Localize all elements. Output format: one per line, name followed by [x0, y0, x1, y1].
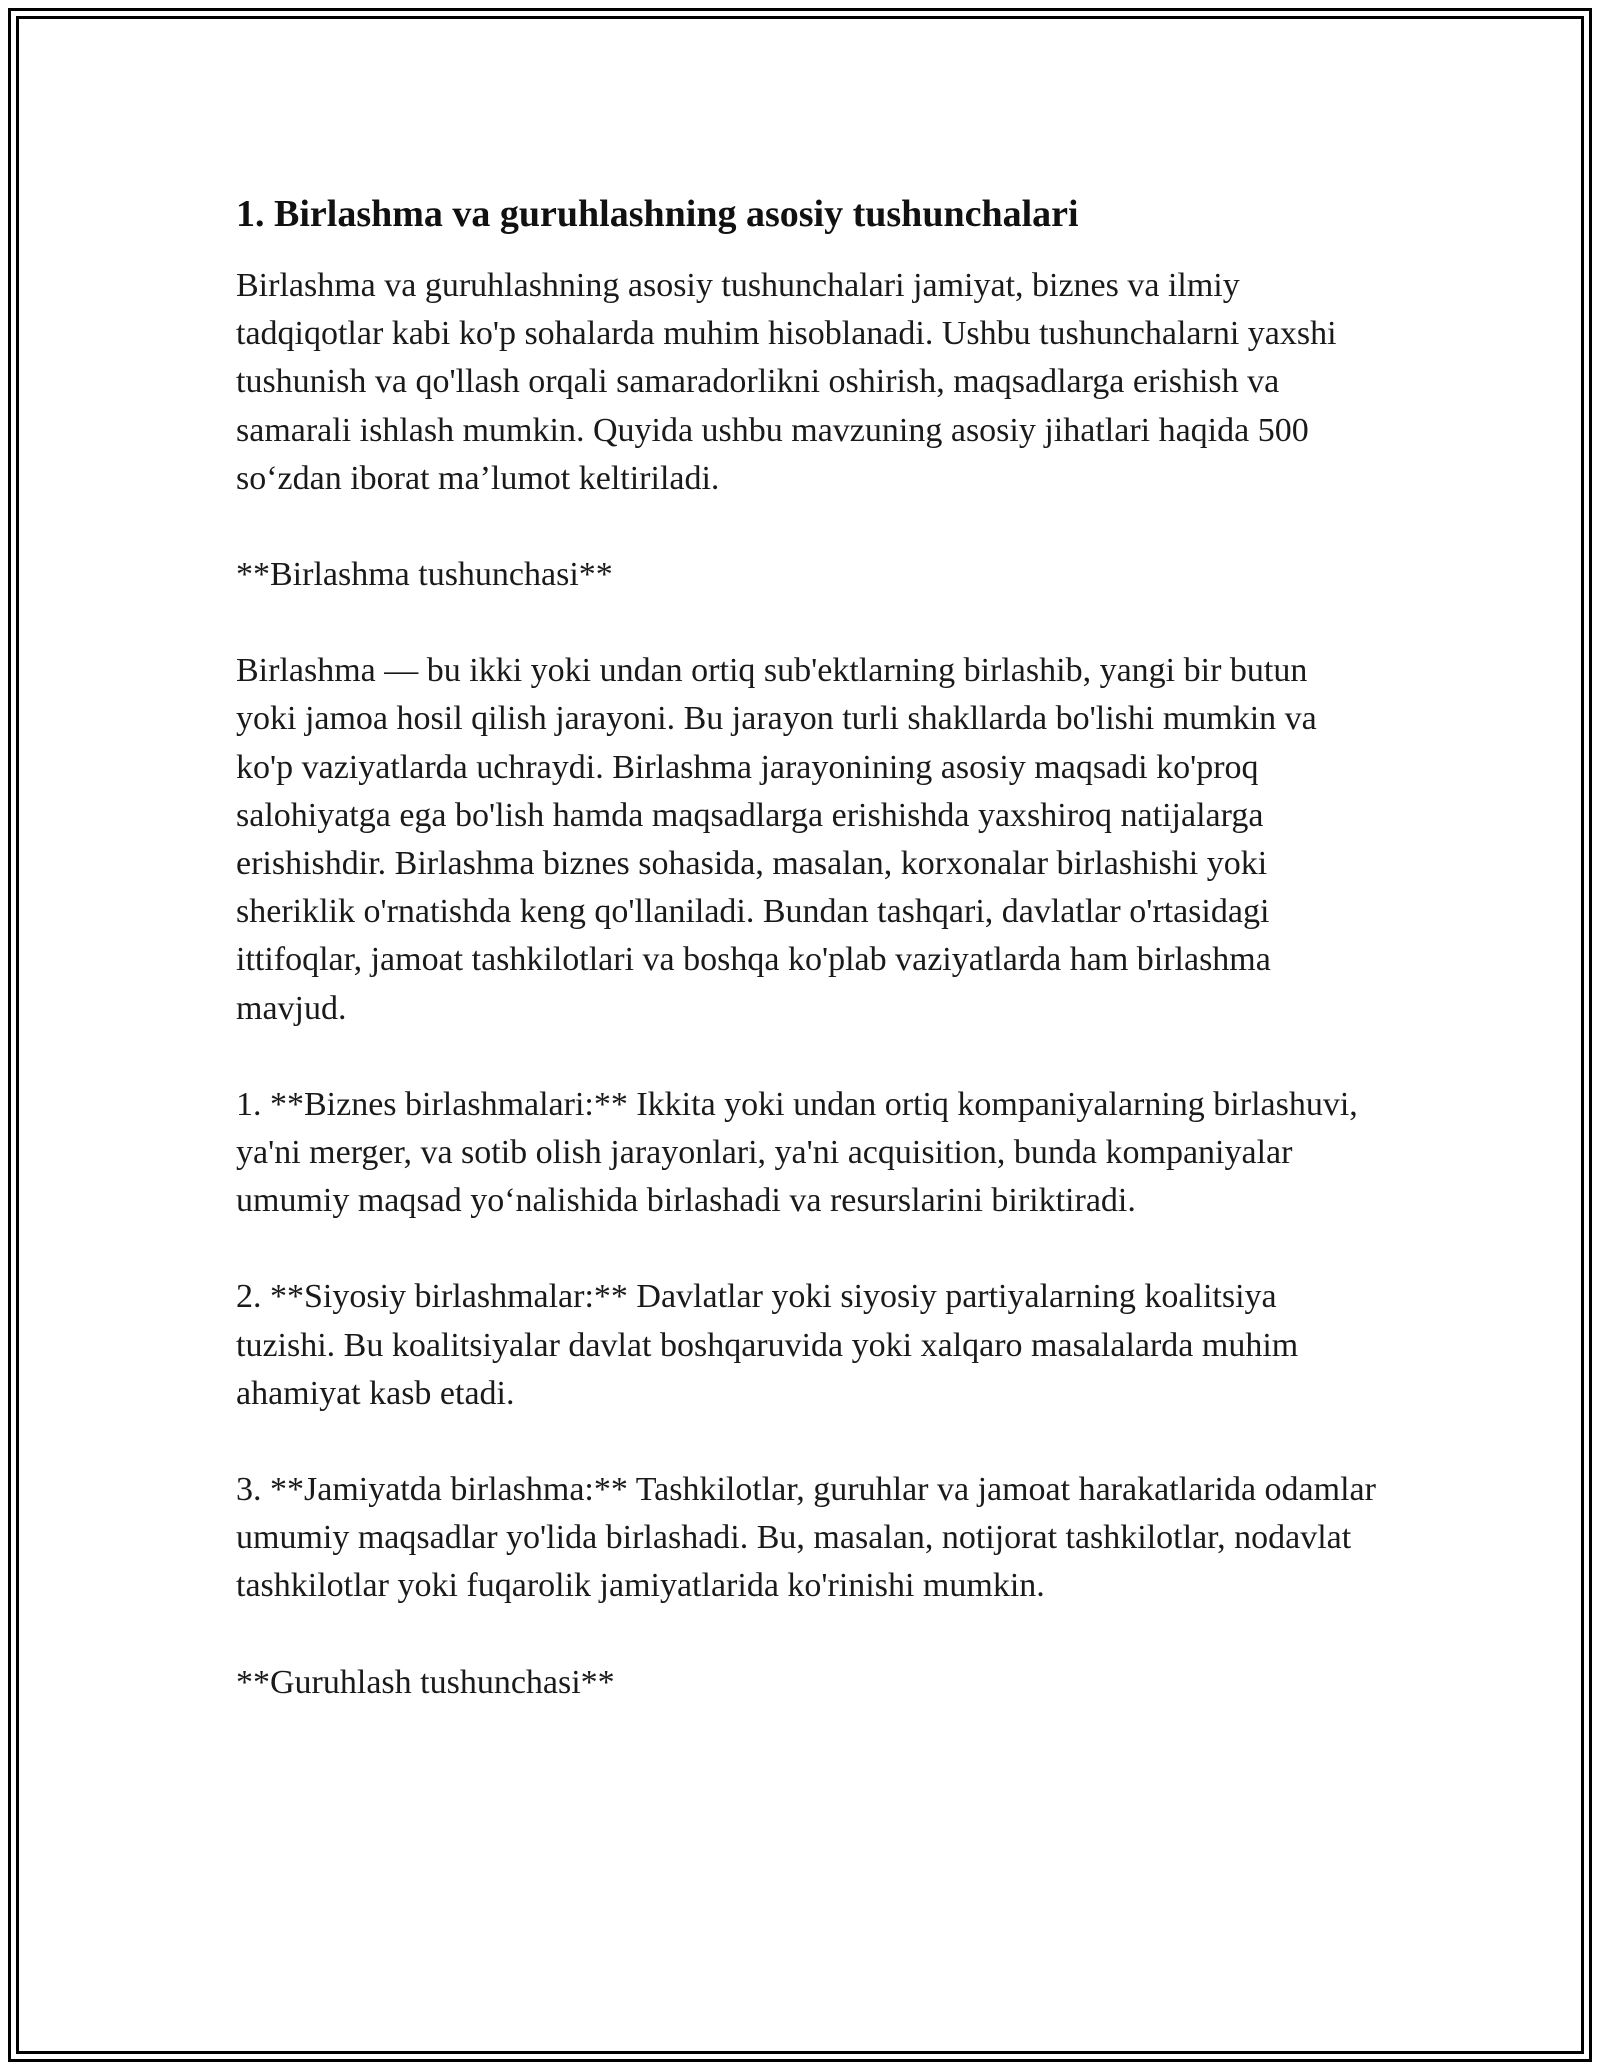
paragraph-spacer — [236, 1611, 1376, 1659]
intro-paragraph: Birlashma va guruhlashning asosiy tushunchalari jamiyat, biznes va ilmiy tadqiqotlar kabi ko'p sohalarda muhim hisoblanadi. Ushbu tushunchalarni yaxshi tushunish va qo'llash orqali samaradorlikni oshirish, maqsadlarga erishish va samarali ishlash mumkin. Quyida ushbu mavzuning asosiy jihatlari haqida 500 so‘zdan iborat ma’lumot keltiriladi. — [236, 267, 1337, 497]
section-heading-guruhlash: **Guruhlash tushunchasi** — [236, 1663, 615, 1701]
paragraph-spacer — [236, 1033, 1376, 1081]
paragraph-spacer — [236, 1225, 1376, 1273]
document-body — [236, 188, 1376, 1707]
list-item-business: 1. **Biznes birlashmalari:** Ikkita yoki undan ortiq kompaniyalarning birlashuvi, ya'ni merger, va sotib olish jarayonlari, ya'ni acquisition, bunda kompaniyalar umumiy maqsad yo‘nalishida birlashadi va resurslarini biriktiradi. — [236, 1085, 1358, 1220]
paragraph-spacer — [236, 599, 1376, 647]
birlashma-definition-paragraph: Birlashma — bu ikki yoki undan ortiq sub'ektlarning birlashib, yangi bir butun yoki jamoa hosil qilish jarayoni. Bu jarayon turli shakllarda bo'lishi mumkin va ko'p vaziyatlarda uchraydi. Birlashma jarayonining asosiy maqsadi ko'proq salohiyatga ega bo'lish hamda maqsadlarga erishishda yaxshiroq natijalarga erishishdir. Birlashma biznes sohasida, masalan, korxonalar birlashishi yoki sheriklik o'rnatishda keng qo'llaniladi. Bundan tashqari, davlatlar o'rtasidagi ittifoqlar, jamoat tashkilotlari va boshqa ko'plab vaziyatlarda ham birlashma mavjud. — [236, 652, 1317, 1027]
section-heading-birlashma: **Birlashma tushunchasi** — [236, 556, 613, 594]
list-item-political: 2. **Siyosiy birlashmalar:** Davlatlar yoki siyosiy partiyalarning koalitsiya tuzishi. Bu koalitsiyalar davlat boshqaruvida yoki xalqaro masalalarda muhim ahamiyat kasb etadi. — [236, 1278, 1299, 1412]
list-item-society: 3. **Jamiyatda birlashma:** Tashkilotlar, guruhlar va jamoat harakatlarida odamlar umumiy maqsadlar yo'lida birlashadi. Bu, masalan, notijorat tashkilotlar, nodavlat tashkilotlar yoki fuqarolik jamiyatlarida ko'rinishi mumkin. — [236, 1471, 1376, 1605]
paragraph-spacer — [236, 1418, 1376, 1466]
paragraph-spacer — [236, 503, 1376, 551]
document-title: 1. Birlashma va guruhlashning asosiy tushunchalari — [236, 193, 1079, 235]
